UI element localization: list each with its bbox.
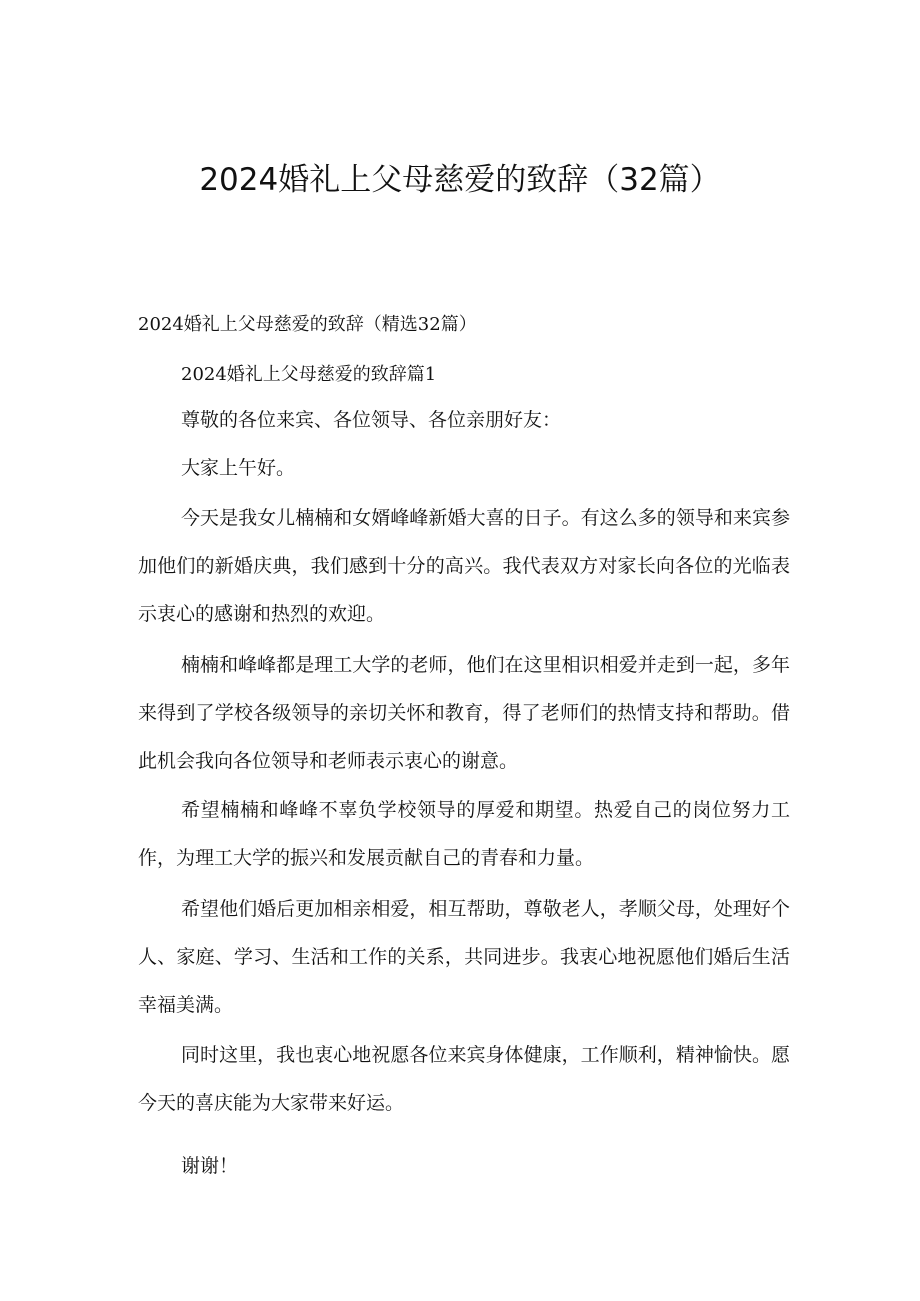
body-paragraph: 同时这里，我也衷心地祝愿各位来宾身体健康，工作顺利，精神愉快。愿今天的喜庆能为大家带来好运。	[138, 1044, 790, 1114]
greeting-line: 尊敬的各位来宾、各位领导、各位亲朋好友：	[181, 409, 562, 431]
document-subtitle: 2024婚礼上父母慈爱的致辞（精选32篇）	[138, 314, 477, 335]
body-paragraph: 楠楠和峰峰都是理工大学的老师，他们在这里相识相爱并走到一起，多年来得到了学校各级领导的亲切关怀和教育，得了老师们的热情支持和帮助。借此机会我向各位领导和老师表示衷心的谢意。	[138, 654, 790, 772]
thanks-line: 谢谢！	[181, 1155, 239, 1177]
body-paragraph: 今天是我女儿楠楠和女婿峰峰新婚大喜的日子。有这么多的领导和来宾参加他们的新婚庆典，我们感到十分的高兴。我代表双方对家长向各位的光临表示衷心的感谢和热烈的欢迎。	[138, 507, 790, 625]
hello-line: 大家上午好。	[181, 457, 296, 479]
document-title: 2024婚礼上父母慈爱的致辞（32篇）	[199, 162, 721, 198]
body-paragraph: 希望楠楠和峰峰不辜负学校领导的厚爱和期望。热爱自己的岗位努力工作，为理工大学的振兴和发展贡献自己的青春和力量。	[138, 799, 790, 869]
body-paragraph: 希望他们婚后更加相亲相爱，相互帮助，尊敬老人，孝顺父母，处理好个人、家庭、学习、生活和工作的关系，共同进步。我衷心地祝愿他们婚后生活幸福美满。	[138, 898, 790, 1016]
section-heading: 2024婚礼上父母慈爱的致辞篇1	[181, 364, 437, 385]
